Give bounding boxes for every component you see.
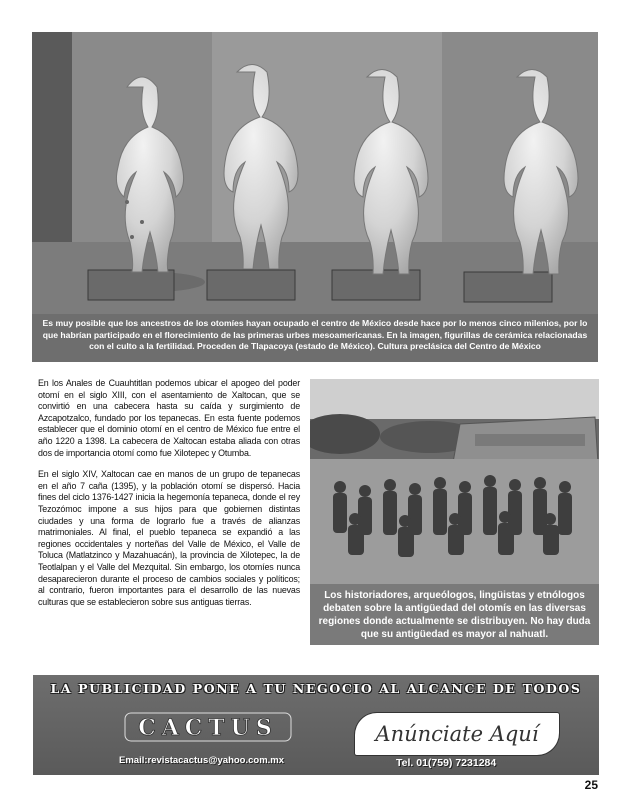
article-paragraph-1: En los Anales de Cuauhtitlan podemos ubicar el apogeo del poder otomí en el siglo XIII, con el asentamiento de Xaltocan, que se convirtió en una cabecera hasta su caída y surgimiento de Azcapotzalco, fundado por los tepanecas. En esta fuente podemos establecer que el dominio otomí en el centro de México fue entre el año 1220 a 1398. La cabecera de Xaltocan estaba aliada con otras dos de importancia otomí como fue Xilotepec y Otumba.: [38, 378, 300, 458]
group-photo: [310, 379, 599, 645]
page-number: 25: [584, 778, 598, 792]
article-paragraph-2: En el siglo XIV, Xaltocan cae en manos de un grupo de tepanecas en el año 7 caña (1395), y la población otomí se dispersó. Hacia fines del ciclo 1376-1427 inicia la hegemonía tepaneca, donde el rey Tezozómoc impone a sus hijos para que gobiernen distintas ciudades y una forma de lograrlo fue a través de alianzas matrimoniales. Al final, el pueblo tepaneca se expandió a las regiones occidentales y norteñas del Valle de México, el Valle de Toluca (Matlatzinco y Mazahuacán), la provincia de Xilotepec, la de Teotlalpan y el Valle del Mezquital. Sin embargo, los otomíes nunca desaparecieron durante el proceso de cambios sociales y políticos; al contrario, fueron importantes para el desarrollo de las nuevas culturas que se establecieron sobre sus antiguas tierras.: [38, 469, 300, 607]
figurines-illustration: [32, 32, 598, 362]
ad-cta-box: [355, 713, 559, 755]
ad-email: Email:revistacactus@yahoo.com.mx: [119, 755, 285, 766]
cactus-logo: [123, 707, 293, 747]
ad-headline: LA PUBLICIDAD PONE A TU NEGOCIO AL ALCANCE DE TODOS: [50, 681, 582, 696]
cactus-logo-text: CACTUS: [138, 715, 278, 741]
ad-banner: [33, 675, 599, 775]
group-caption: Los historiadores, arqueólogos, lingüistas y etnólogos debaten sobre la antigüedad del otomís en las diversas regiones donde actualmente se distribuyen. No hay duda que su antigüedad es mayor al nahuatl.: [310, 584, 599, 645]
ad-phone: Tel. 01(759) 7231284: [396, 757, 497, 769]
figurines-photo: [32, 32, 598, 362]
figurines-caption: Es muy posible que los ancestros de los otomíes hayan ocupado el centro de México desde hace por lo menos cinco milenios, por lo que habrían participado en el florecimiento de las primeras urbes mesoamericanas. En la imagen, figurillas de cerámica relacionadas con el culto a la fertilidad. Proceden de Tlapacoya (estado de México). Cultura preclásica del Centro de México: [32, 314, 598, 362]
ad-cta-text: Anúnciate Aquí: [375, 722, 539, 746]
article-body: [38, 378, 300, 618]
